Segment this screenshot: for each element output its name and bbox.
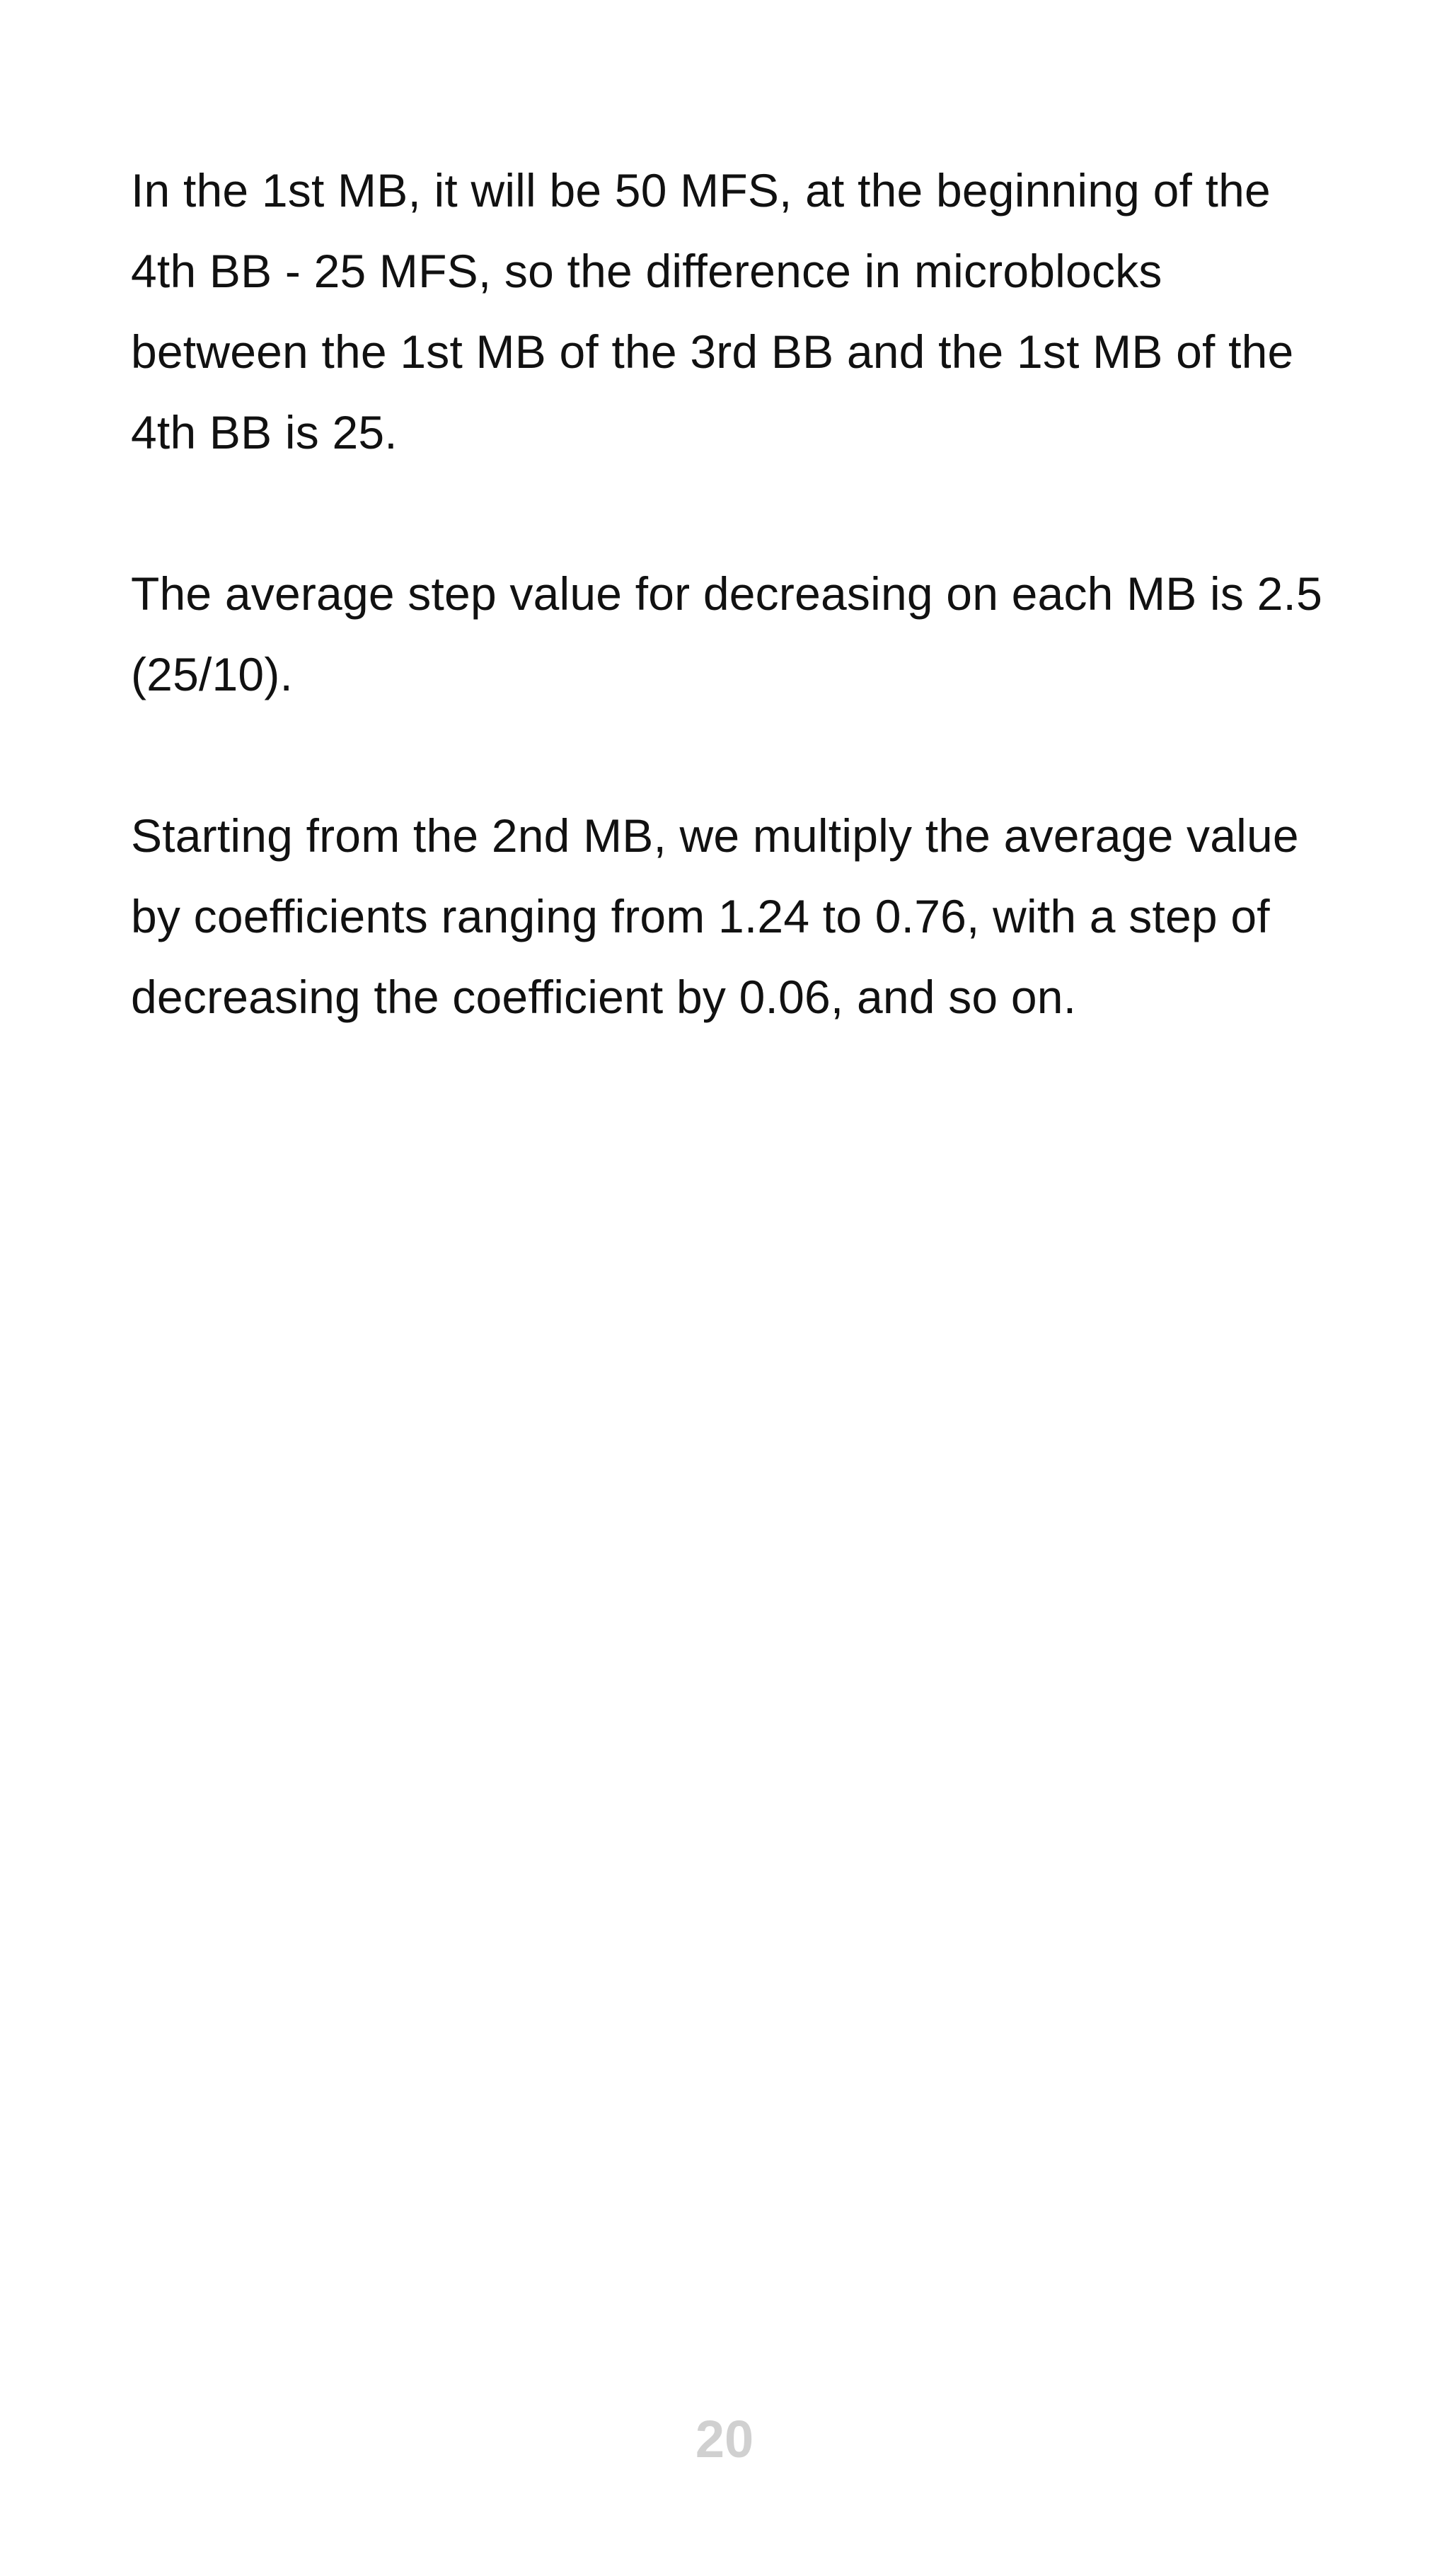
page-number: 20 xyxy=(695,2410,754,2468)
paragraph-difference-in-microblocks: In the 1st MB, it will be 50 MFS, at the beginning of the 4th BB - 25 MFS, so the difference in microblocks between the 1st MB of the 3rd BB and the 1st MB of the 4th BB is 25. xyxy=(131,164,1294,458)
paragraph-average-step-value: The average step value for decreasing on each MB is 2.5 (25/10). xyxy=(131,567,1322,700)
page-body xyxy=(131,150,1348,1118)
paragraph-coefficients: Starting from the 2nd MB, we multiply the average value by coefficients ranging from 1.24 to 0.76, with a step of decreasing the coefficient by 0.06, and so on. xyxy=(131,809,1299,1023)
